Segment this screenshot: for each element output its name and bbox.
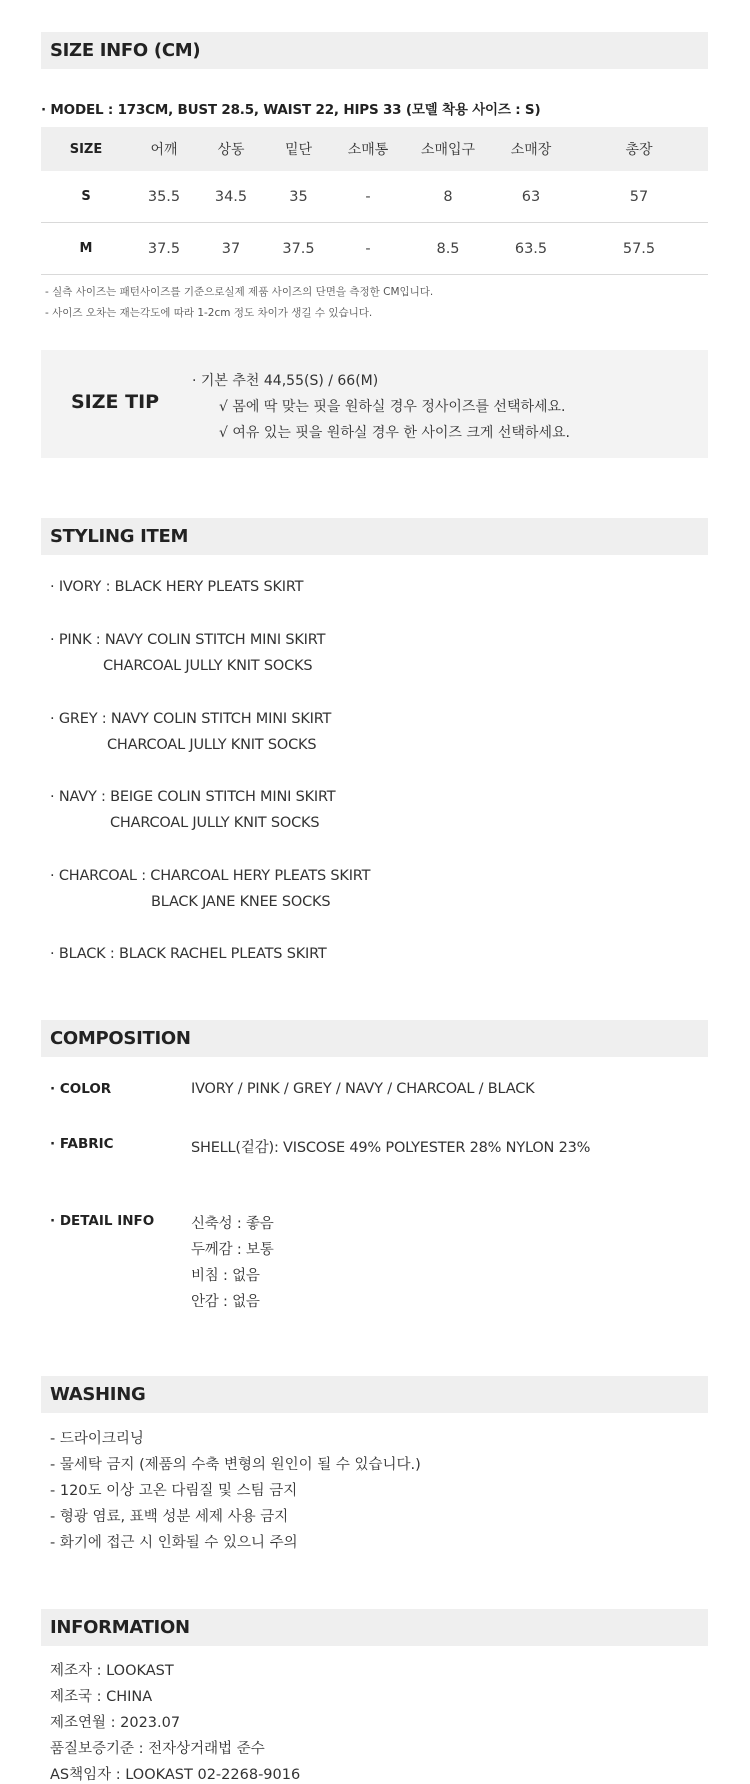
col-chest: 상동	[197, 127, 265, 171]
table-cell: 37.5	[265, 223, 332, 275]
col-sleeve-opening: 소매입구	[404, 127, 492, 171]
size-info-heading: SIZE INFO (CM)	[41, 32, 708, 69]
color-value: IVORY / PINK / GREY / NAVY / CHARCOAL / BLACK	[191, 1081, 535, 1097]
table-cell: 57	[570, 171, 708, 223]
col-size: SIZE	[41, 127, 131, 171]
washing-line: - 형광 염료, 표백 성분 세제 사용 금지	[50, 1509, 289, 1525]
table-cell: 63.5	[492, 223, 570, 275]
size-note: - 사이즈 오차는 재는각도에 따라 1-2cm 정도 차이가 생길 수 있습니다.	[45, 307, 373, 319]
detail-value: 두께감 : 보통	[191, 1242, 274, 1258]
styling-item: · GREY : NAVY COLIN STITCH MINI SKIRT	[50, 711, 332, 727]
table-row	[41, 223, 708, 275]
styling-item: CHARCOAL JULLY KNIT SOCKS	[110, 815, 320, 831]
table-cell: 35.5	[131, 171, 197, 223]
table-cell: -	[332, 223, 404, 275]
fabric-value: SHELL(겉감): VISCOSE 49% POLYESTER 28% NYLON 23%	[191, 1140, 591, 1156]
col-sleeve-length: 소매장	[492, 127, 570, 171]
detail-value: 안감 : 없음	[191, 1294, 260, 1310]
size-tip-line: √ 여유 있는 핏을 원하실 경우 한 사이즈 크게 선택하세요.	[219, 425, 570, 441]
table-cell: 34.5	[197, 171, 265, 223]
size-tip-line: · 기본 추천 44,55(S) / 66(M)	[192, 373, 379, 389]
info-line: 제조국 : CHINA	[50, 1689, 153, 1705]
styling-item: CHARCOAL JULLY KNIT SOCKS	[103, 658, 313, 674]
styling-item: CHARCOAL JULLY KNIT SOCKS	[107, 737, 317, 753]
col-hem: 밑단	[265, 127, 332, 171]
information-heading: INFORMATION	[41, 1609, 708, 1646]
table-cell: 8	[404, 171, 492, 223]
size-tip-title: SIZE TIP	[71, 391, 160, 413]
styling-heading: STYLING ITEM	[41, 518, 708, 555]
washing-heading: WASHING	[41, 1376, 708, 1413]
fabric-label: · FABRIC	[50, 1136, 114, 1152]
table-cell: 57.5	[570, 223, 708, 275]
detail-value: 비침 : 없음	[191, 1268, 260, 1284]
size-table-header	[41, 127, 708, 171]
info-line: 품질보증기준 : 전자상거래법 준수	[50, 1741, 265, 1757]
size-note: - 실측 사이즈는 패턴사이즈를 기준으로실제 제품 사이즈의 단면을 측정한 CM입니다.	[45, 286, 434, 298]
washing-line: - 드라이크리닝	[50, 1431, 144, 1447]
table-row	[41, 171, 708, 223]
table-cell: M	[41, 223, 131, 275]
table-cell: 37	[197, 223, 265, 275]
table-cell: 37.5	[131, 223, 197, 275]
styling-item: · IVORY : BLACK HERY PLEATS SKIRT	[50, 579, 304, 595]
info-line: 제조자 : LOOKAST	[50, 1663, 174, 1679]
styling-item: · BLACK : BLACK RACHEL PLEATS SKIRT	[50, 946, 327, 962]
table-cell: 8.5	[404, 223, 492, 275]
detail-value: 신축성 : 좋음	[191, 1216, 274, 1232]
col-shoulder: 어깨	[131, 127, 197, 171]
table-cell: 63	[492, 171, 570, 223]
styling-item: · CHARCOAL : CHARCOAL HERY PLEATS SKIRT	[50, 868, 371, 884]
col-sleeve-width: 소매통	[332, 127, 404, 171]
styling-item: · NAVY : BEIGE COLIN STITCH MINI SKIRT	[50, 789, 336, 805]
size-table	[41, 127, 708, 275]
styling-item: · PINK : NAVY COLIN STITCH MINI SKIRT	[50, 632, 326, 648]
model-info: · MODEL : 173CM, BUST 28.5, WAIST 22, HIPS 33 (모델 착용 사이즈 : S)	[41, 102, 541, 118]
washing-line: - 120도 이상 고온 다림질 및 스팀 금지	[50, 1483, 298, 1499]
color-label: · COLOR	[50, 1081, 112, 1097]
composition-heading: COMPOSITION	[41, 1020, 708, 1057]
col-total-length: 총장	[570, 127, 708, 171]
info-line: AS책임자 : LOOKAST 02-2268-9016	[50, 1767, 301, 1783]
washing-line: - 물세탁 금지 (제품의 수축 변형의 원인이 될 수 있습니다.)	[50, 1457, 421, 1473]
info-line: 제조연월 : 2023.07	[50, 1715, 181, 1731]
table-cell: 35	[265, 171, 332, 223]
size-tip-line: √ 몸에 딱 맞는 핏을 원하실 경우 정사이즈를 선택하세요.	[219, 399, 566, 415]
table-cell: -	[332, 171, 404, 223]
table-cell: S	[41, 171, 131, 223]
detail-info-label: · DETAIL INFO	[50, 1213, 155, 1229]
styling-item: BLACK JANE KNEE SOCKS	[151, 894, 331, 910]
washing-line: - 화기에 접근 시 인화될 수 있으니 주의	[50, 1535, 298, 1551]
